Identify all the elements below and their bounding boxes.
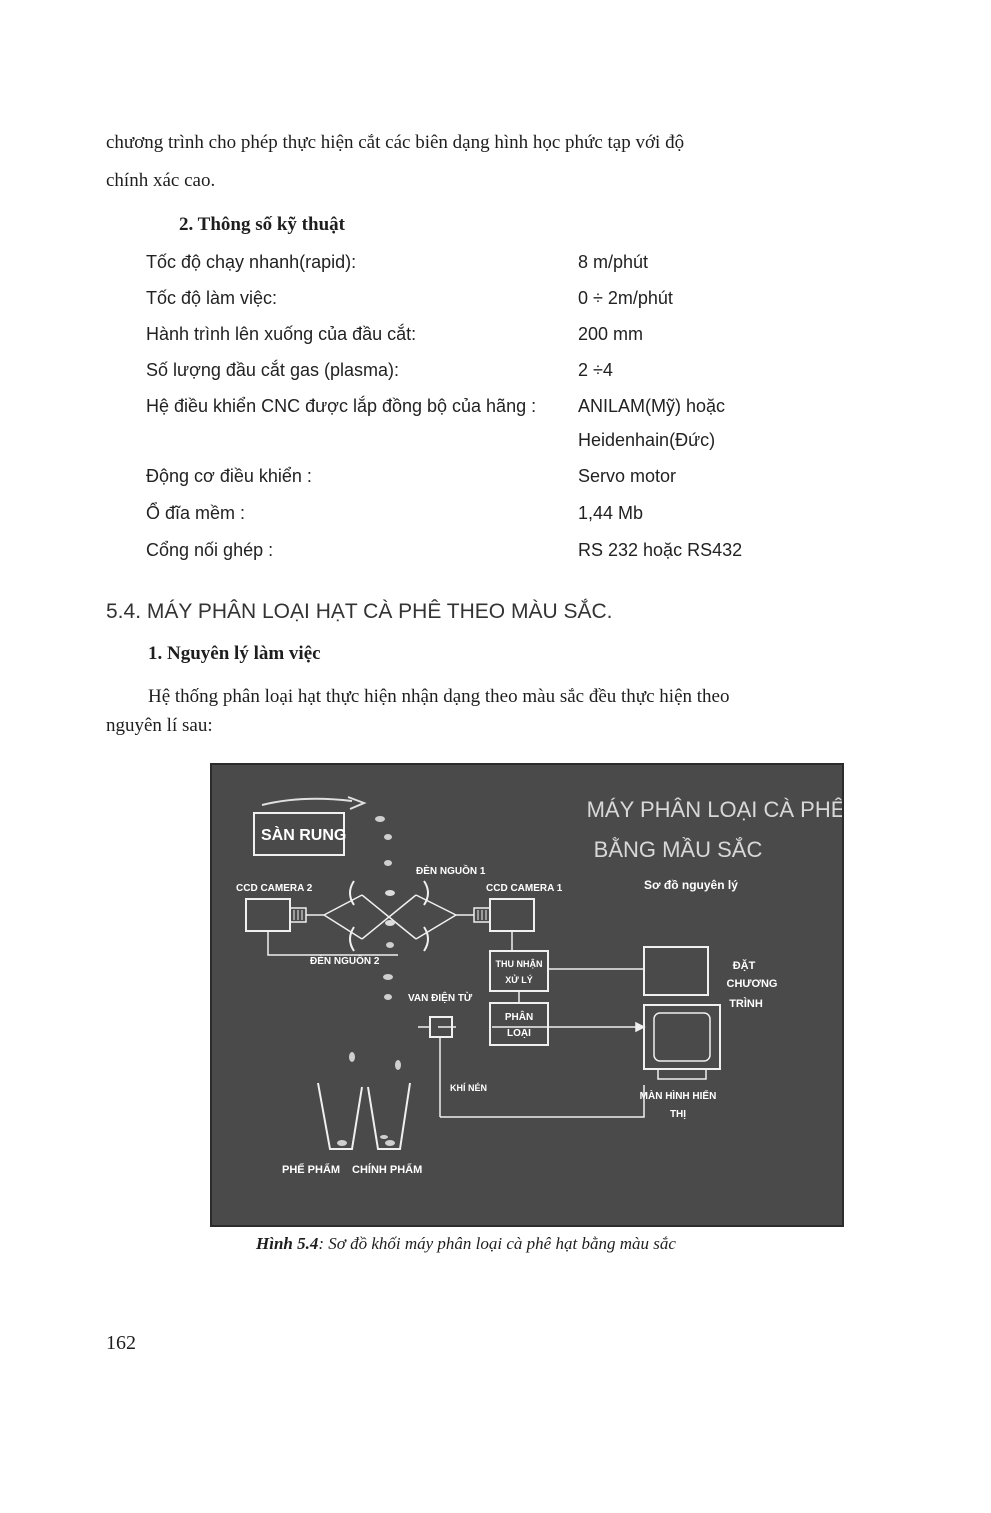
den-nguon-1-label: ĐÈN NGUỒN 1 <box>416 866 486 877</box>
spec-label: Động cơ điều khiển : <box>146 466 312 486</box>
spec-label: Hệ điều khiển CNC được lắp đồng bộ của hãng : <box>146 396 537 416</box>
thu-nhan-label-1: THU NHẬN <box>495 959 543 969</box>
spec-row <box>146 396 786 450</box>
vibrating-table <box>254 797 364 855</box>
spec-label: Tốc độ chạy nhanh(rapid): <box>146 252 357 272</box>
khi-nen-label: KHÍ NÉN <box>450 1083 488 1093</box>
section-title: 5.4. MÁY PHÂN LOẠI HẠT CÀ PHÊ THEO MÀU SẮC. <box>106 600 613 623</box>
intro-line-1: chương trình cho phép thực hiện cắt các biên dạng hình học phức tạp với độ <box>106 132 685 153</box>
phan-loai-label-2: LOẠI <box>507 1028 531 1039</box>
phe-pham-label: PHẾ PHẨM <box>282 1164 341 1176</box>
phan-loai-label-1: PHÂN <box>504 1012 534 1023</box>
light-beams <box>324 895 456 939</box>
spec-value: ANILAM(Mỹ) hoặc <box>578 396 726 416</box>
spec-label: Hành trình lên xuống của đầu cắt: <box>146 324 417 344</box>
spec-row <box>146 540 786 561</box>
dat-chuong-trinh-1: ĐẶT <box>732 960 756 972</box>
spec-row <box>146 252 786 273</box>
spec-value: Servo motor <box>578 466 677 486</box>
spec-row <box>146 324 786 345</box>
caption-text: : Sơ đồ khối máy phân loại cà phê hạt bằng màu sắc <box>318 1234 676 1253</box>
spec-label: Ổ đĩa mềm : <box>146 503 246 523</box>
caption-label: Hình 5.4 <box>256 1234 319 1253</box>
figure-caption <box>256 1234 676 1254</box>
program-box <box>644 947 708 995</box>
solenoid-valve <box>418 1017 644 1117</box>
spec-value-continued: Heidenhain(Đức) <box>578 430 716 450</box>
phan-loai-box <box>490 1003 548 1045</box>
accept-bin <box>368 1083 410 1149</box>
spec-label: Số lượng đầu cắt gas (plasma): <box>146 360 399 380</box>
spec-row <box>146 360 786 381</box>
section-para-line-2: nguyên lí sau: <box>106 715 213 736</box>
spec-value: 1,44 Mb <box>578 503 644 523</box>
monitor <box>644 1005 720 1079</box>
spec-value: 0 ÷ 2m/phút <box>578 288 673 308</box>
section-para-line-1: Hệ thống phân loại hạt thực hiện nhận dạng theo màu sắc đều thực hiện theo <box>148 686 730 707</box>
spec-row <box>146 288 786 309</box>
san-rung-label: SÀN RUNG <box>261 827 347 844</box>
thu-nhan-box <box>490 951 548 991</box>
ccd-camera-2-label: CCD CAMERA 2 <box>236 883 313 894</box>
specs-heading: 2. Thông số kỹ thuật <box>179 214 345 235</box>
spec-value: 200 mm <box>578 324 644 344</box>
den-nguon-2-label: ĐÈN NGUỒN 2 <box>310 956 380 967</box>
diagram-subtitle: Sơ đồ nguyên lý <box>644 878 738 892</box>
intro-paragraph <box>106 124 866 200</box>
diagram-svg <box>212 765 842 1225</box>
page-number: 162 <box>106 1332 136 1354</box>
ccd-camera-2 <box>246 899 306 931</box>
spec-value: RS 232 hoặc RS432 <box>578 540 743 560</box>
reject-bin <box>318 1083 362 1149</box>
dat-chuong-trinh-3: TRÌNH <box>729 998 763 1010</box>
thu-nhan-label-2: XỬ LÝ <box>505 975 533 985</box>
diagram-title-line-2: BẰNG MẦU SẮC <box>593 837 763 862</box>
spec-row <box>146 503 786 524</box>
ccd-camera-1 <box>474 899 534 931</box>
spec-row <box>146 466 786 487</box>
section-subheading: 1. Nguyên lý làm việc <box>148 643 321 664</box>
van-dien-tu-label: VAN ĐIỆN TỪ <box>408 993 473 1004</box>
chinh-pham-label: CHÍNH PHẨM <box>352 1164 423 1176</box>
ccd-camera-1-label: CCD CAMERA 1 <box>486 883 563 894</box>
diagram-figure <box>210 763 844 1227</box>
spec-label: Tốc độ làm việc: <box>146 288 278 308</box>
spec-value: 2 ÷4 <box>578 360 613 380</box>
man-hinh-label-1: MÀN HÌNH HIỂN <box>639 1091 717 1102</box>
intro-line-2: chính xác cao. <box>106 170 216 191</box>
dat-chuong-trinh-2: CHƯƠNG <box>726 978 778 990</box>
diagram-title-line-1: MÁY PHÂN LOẠI CÀ PHÊ <box>586 797 842 822</box>
spec-value: 8 m/phút <box>578 252 649 272</box>
man-hinh-label-2: THỊ <box>669 1109 687 1120</box>
spec-label: Cổng nối ghép : <box>146 540 274 560</box>
